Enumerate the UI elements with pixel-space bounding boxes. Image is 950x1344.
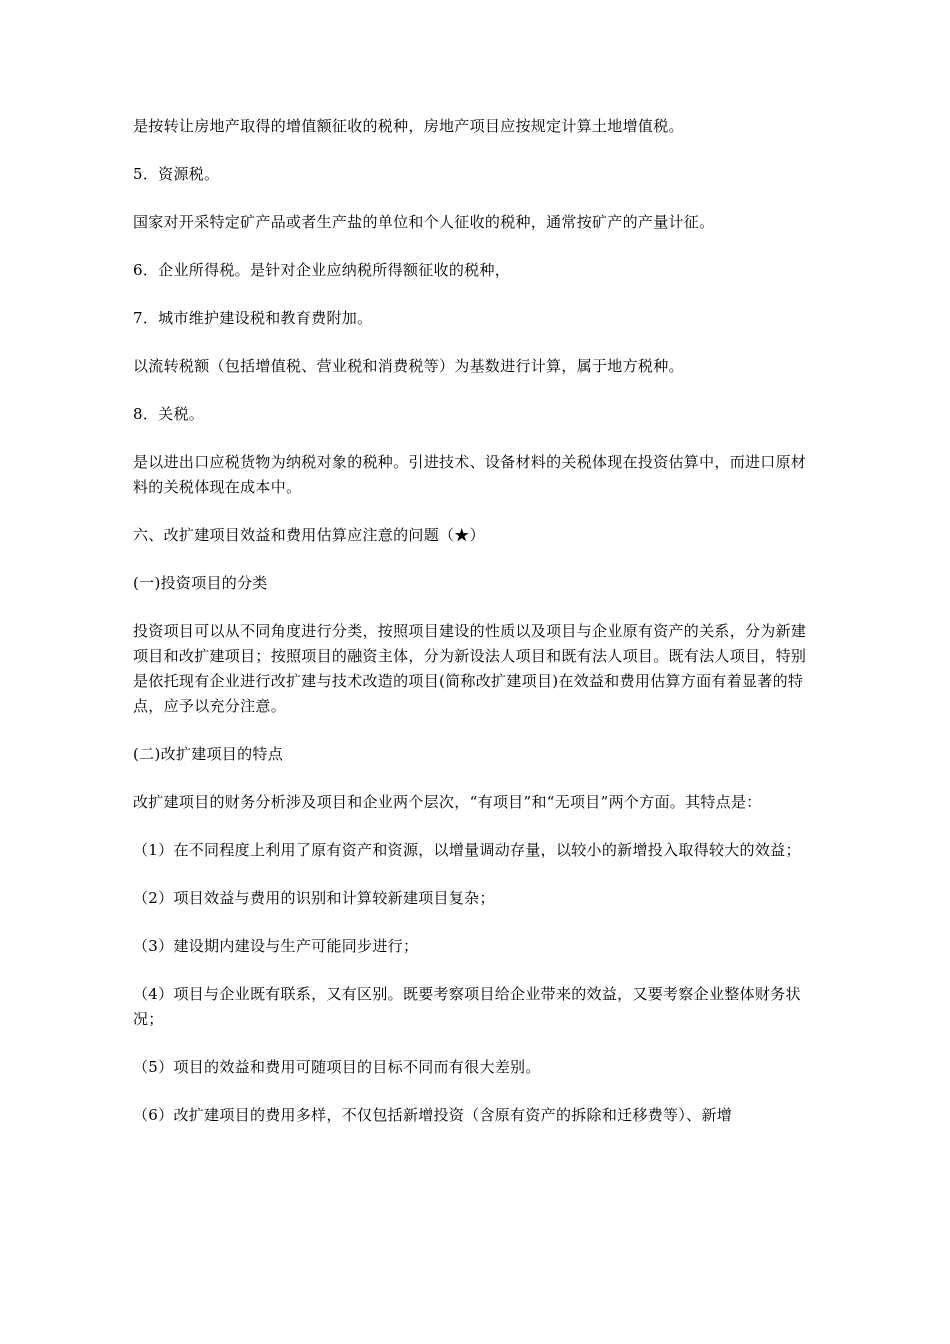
heading-customs-duty: 8．关税。 [133,405,205,423]
heading-enterprise-income-tax: 6．企业所得税。是针对企业应纳税所得额征收的税种， [133,261,511,279]
list-item-4: （4）项目与企业既有联系，又有区别。既要考察项目给企业带来的效益，又要考察企业整体财务状况； [133,985,801,1028]
subheading-expansion-features: (二)改扩建项目的特点 [133,745,284,763]
heading-urban-maintenance-tax: 7．城市维护建设税和教育费附加。 [133,309,373,327]
section-heading-expansion-projects: 六、改扩建项目效益和费用估算应注意的问题（★） [133,526,485,544]
list-item-6: （6）改扩建项目的费用多样，不仅包括新增投资（含原有资产的拆除和迁移费等）、新增 [133,1106,733,1124]
paragraph-customs-duty-desc: 是以进出口应税货物为纳税对象的税种。引进技术、设备材料的关税体现在投资估算中，而进口原材料的关税体现在成本中。 [133,453,807,496]
list-item-5: （5）项目的效益和费用可随项目的目标不同而有很大差别。 [133,1058,541,1076]
list-item-1: （1）在不同程度上利用了原有资产和资源，以增量调动存量，以较小的新增投入取得较大的效益； [133,841,801,859]
heading-resource-tax: 5．资源税。 [133,165,220,183]
paragraph-resource-tax-desc: 国家对开采特定矿产品或者生产盐的单位和个人征收的税种，通常按矿产的产量计征。 [133,213,715,231]
subheading-project-classification: (一)投资项目的分类 [133,574,268,592]
paragraph-features-intro: 改扩建项目的财务分析涉及项目和企业两个层次，“有项目”和“无项目”两个方面。其特点是： [133,793,762,811]
document-body [133,114,809,1151]
paragraph-land-vat-desc: 是按转让房地产取得的增值额征收的税种，房地产项目应按规定计算土地增值税。 [133,117,684,135]
list-item-3: （3）建设期内建设与生产可能同步进行； [133,937,419,955]
paragraph-project-classification: 投资项目可以从不同角度进行分类，按照项目建设的性质以及项目与企业原有资产的关系，分为新建项目和改扩建项目；按照项目的融资主体，分为新设法人项目和既有法人项目。既有法人项目，特别是依托现有企业进行改扩建与技术改造的项目(简称改扩建项目)在效益和费用估算方面有着显著的特点，应予以充分注意。 [133,622,807,715]
list-item-2: （2）项目效益与费用的识别和计算较新建项目复杂； [133,889,495,907]
paragraph-urban-maintenance-desc: 以流转税额（包括增值税、营业税和消费税等）为基数进行计算，属于地方税种。 [133,357,684,375]
